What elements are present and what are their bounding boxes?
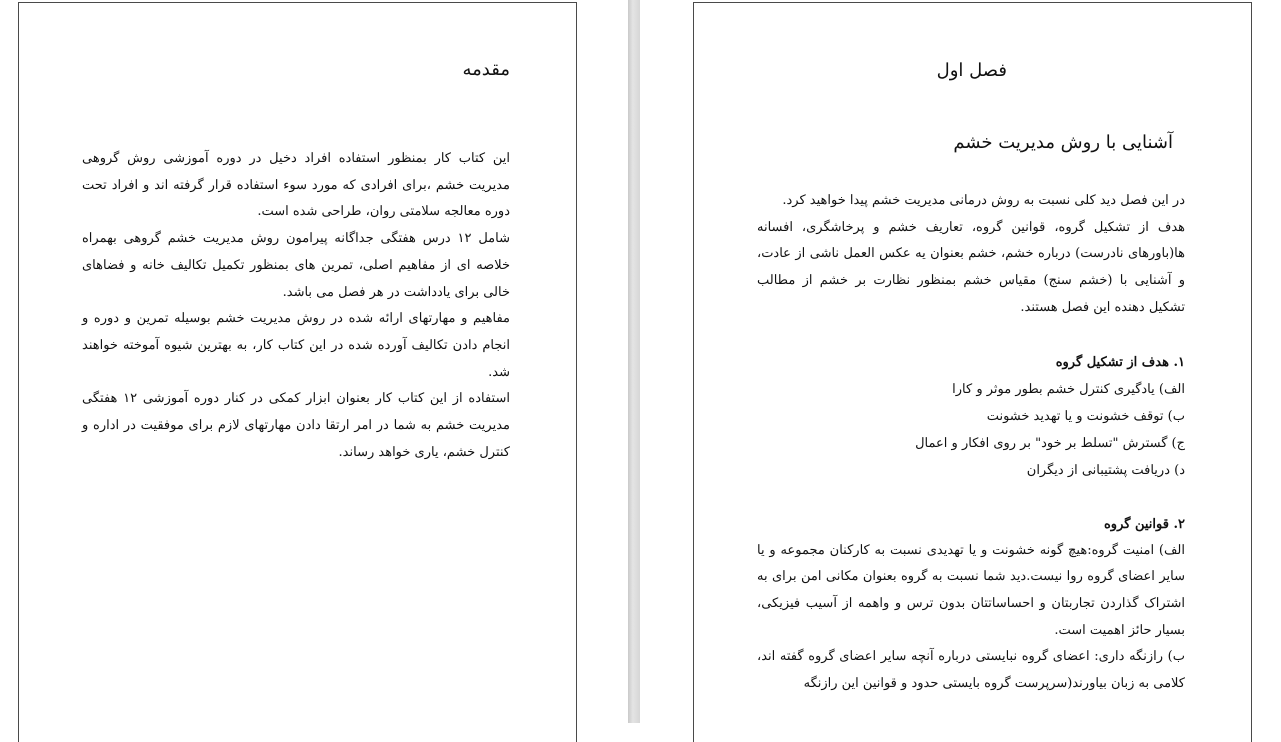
section-heading-rules: ۲. قوانین گروه [1104, 516, 1185, 532]
chapter-title: آشنایی با روش مدیریت خشم [953, 132, 1173, 153]
goal-item-4: د) دریافت پشتیبانی از دیگران [1026, 462, 1185, 478]
goal-item-1: الف) یادگیری کنترل خشم بطور موثر و کارا [952, 381, 1185, 397]
chapter-intro-1: در این فصل دید کلی نسبت به روش درمانی مدیریت خشم پیدا خواهید کرد. [782, 193, 1185, 208]
rules-paragraph-1: الف) امنیت گروه:هیچ گونه خشونت و یا تهدیدی نسبت به کارکنان مجموعه و یا سایر اعضای گروه روا نیست.دید شما نسبت به گروه بعنوان مکانی امن برای به اشتراک گذاردن تجاربتان و احساساتتان بدون ترس و واهمه از آسیب فیزیکی، بسیار حائز اهمیت است. [757, 542, 1185, 638]
page-title-introduction: مقدمه [462, 59, 510, 80]
chapter-label: فصل اول [936, 60, 1007, 81]
goal-item-2: ب) توقف خشونت و یا تهدید خشونت [986, 408, 1185, 424]
page-chapter-one [693, 2, 1252, 742]
goal-item-3: ج) گسترش "تسلط بر خود" بر روی افکار و اعمال [915, 435, 1185, 451]
page-introduction [18, 2, 577, 742]
chapter-body [757, 188, 1185, 698]
intro-paragraph-4: استفاده از این کتاب کار بعنوان ابزار کمکی در کنار دوره آموزشی ۱۲ هفتگی مدیریت خشم به شما در امر ارتقا دادن مهارتهای لازم برای موفقیت در اداره و کنترل خشم، یاری خواهد رساند. [82, 391, 510, 460]
intro-paragraph-2: شامل ۱۲ درس هفتگی جداگانه پیرامون روش مدیریت خشم گروهی بهمراه خلاصه ای از مفاهیم اصلی، تمرین های بمنظور تکمیل تکالیف خانه و فضاهای خالی برای یادداشت در هر فصل می باشد. [82, 231, 511, 300]
page-gutter [628, 0, 640, 723]
introduction-body [82, 146, 510, 466]
intro-paragraph-1: این کتاب کار بمنظور استفاده افراد دخیل در دوره آموزشی روش گروهی مدیریت خشم ،برای افرادی که مورد سوء استفاده قرار گرفته اند و افراد تحت دوره معالجه سلامتی روان، طراحی شده است. [82, 151, 510, 220]
chapter-intro-2: هدف از تشکیل گروه، قوانین گروه، تعاریف خشم و پرخاشگری، افسانه ها(باورهای نادرست) درباره خشم، خشم بعنوان یه عکس العمل ناشی از عادت، و آشنایی با (خشم سنج) مقیاس خشم بمنظور نظارت بر خشم از مطالب تشکیل دهنده این فصل هستند. [757, 219, 1185, 315]
rules-paragraph-2: ب) رازنگه داری: اعضای گروه نبایستی درباره آنچه سایر اعضای گروه گفته اند، کلامی به زبان بیاورند(سرپرست گروه بایستی حدود و قوانین این رازنگه [757, 649, 1185, 692]
section-heading-goals: ۱. هدف از تشکیل گروه [1055, 354, 1185, 370]
intro-paragraph-3: مفاهیم و مهارتهای ارائه شده در روش مدیریت خشم بوسیله تمرین و دوره و انجام دادن تکالیف آورده شده در این کتاب کار، به بهترین شیوه آموخته خواهند شد. [82, 311, 510, 380]
